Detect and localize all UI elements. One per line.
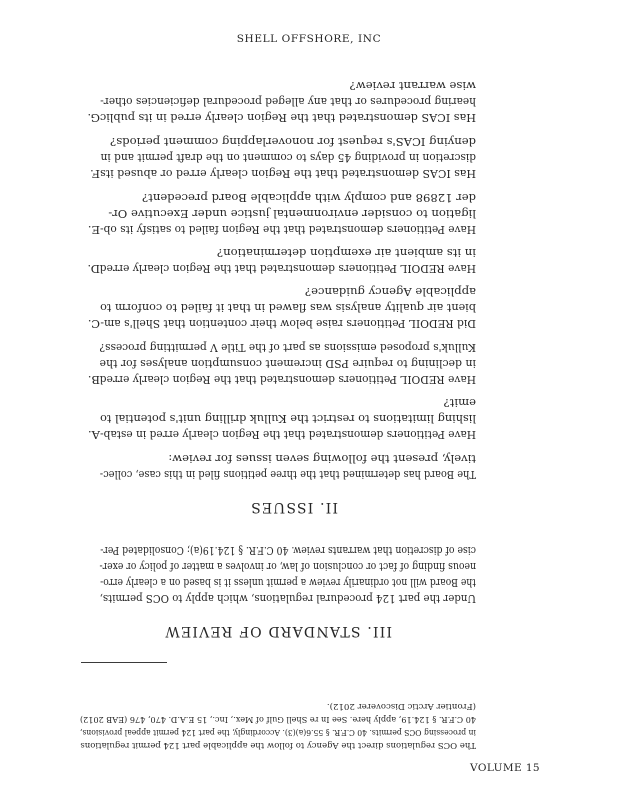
issue-line: Have Petitioners demonstrated that the Region clearly erred in estab- <box>100 428 476 442</box>
standard-line: the Board will not ordinarily review a permit unless it is based on a clearly erro- <box>100 576 476 590</box>
issue-letter: B. <box>87 373 100 387</box>
issue-line: in declining to require PSD increment consumption analyses for the <box>99 357 476 371</box>
issue-line: Did REDOIL Petitioners raise below their contention that Shell's am- <box>100 317 476 331</box>
issue-line: denying ICAS's request for nonoverlapping comment periods? <box>110 135 476 149</box>
volume-label: VOLUME 15 <box>470 762 540 774</box>
footnote-line: in processing OCS permits. 40 C.F.R. § 55.6(a)(3). Accordingly, the part 124 permit appeal provisions, <box>79 727 476 737</box>
issue-line: lishing limitations to restrict the Kulluk drilling unit's potential to <box>100 412 476 426</box>
issue-letter: A. <box>87 428 100 442</box>
issue-line: der 12898 and comply with applicable Board precedent? <box>142 191 476 205</box>
running-header: SHELL OFFSHORE, INC <box>236 33 382 45</box>
issue-line: applicable Agency guidance? <box>304 285 476 299</box>
standard-line: cise of discretion that warrants review. 40 C.F.R. § 124.19(a); Consolidated Per- <box>100 544 476 558</box>
issue-letter: C. <box>87 317 100 331</box>
issue-letter: D. <box>87 262 100 276</box>
standard-line: Under the part 124 procedural regulations, which apply to OCS permits, <box>99 592 476 606</box>
issue-letter: F. <box>90 167 100 181</box>
issue-letter: E. <box>87 223 100 237</box>
issue-line: wise warrant review? <box>349 79 476 93</box>
standard-heading: III. STANDARD OF REVIEW <box>164 623 392 639</box>
issue-line: Kulluk's proposed emissions as part of the Title V permitting process? <box>99 341 476 355</box>
issue-line: ligation to consider environmental justice under Executive Or- <box>108 207 476 221</box>
issue-line: Have REDOIL Petitioners demonstrated that the Region clearly erred <box>99 262 476 276</box>
issues-intro-line: The Board has determined that the three petitions filed in this case, collec- <box>99 468 476 482</box>
issue-line: emit? <box>443 396 476 410</box>
standard-line: neous finding of fact or conclusion of law, or involves a matter of policy or exer- <box>99 560 476 574</box>
issue-letter: G. <box>87 111 100 125</box>
issues-intro-line: tively, present the following seven issues for review: <box>168 452 476 466</box>
issue-line: Has ICAS demonstrated that the Region clearly erred or abused its <box>100 167 476 181</box>
issue-line: Has ICAS demonstrated that the Region clearly erred in its public <box>99 111 476 125</box>
issues-heading: II. ISSUES <box>249 499 338 515</box>
footnote-rule <box>81 662 167 663</box>
issue-line: in its ambient air exemption determination? <box>216 246 476 260</box>
issue-line: bient air quality analysis was flawed in that it failed to conform to <box>100 301 476 315</box>
footnote-line: (Frontier Arctic Discoverer 2012). <box>326 701 476 711</box>
issue-line: hearing procedures or that any alleged procedural deficiencies other- <box>100 95 476 109</box>
footnote-line: 40 C.F.R. § 124.19, apply here. See In re Shell Gulf of Mex., Inc., 15 E.A.D. 470, 476 (EAB 2012) <box>79 714 476 724</box>
issue-line: Have REDOIL Petitioners demonstrated that the Region clearly erred <box>99 373 476 387</box>
issue-line: discretion in providing 45 days to comment on the draft permit and in <box>100 151 476 165</box>
footnote-line: The OCS regulations direct the Agency to follow the applicable part 124 permit regulations <box>80 740 476 750</box>
issue-line: Have Petitioners demonstrated that the Region failed to satisfy its ob- <box>100 223 476 237</box>
